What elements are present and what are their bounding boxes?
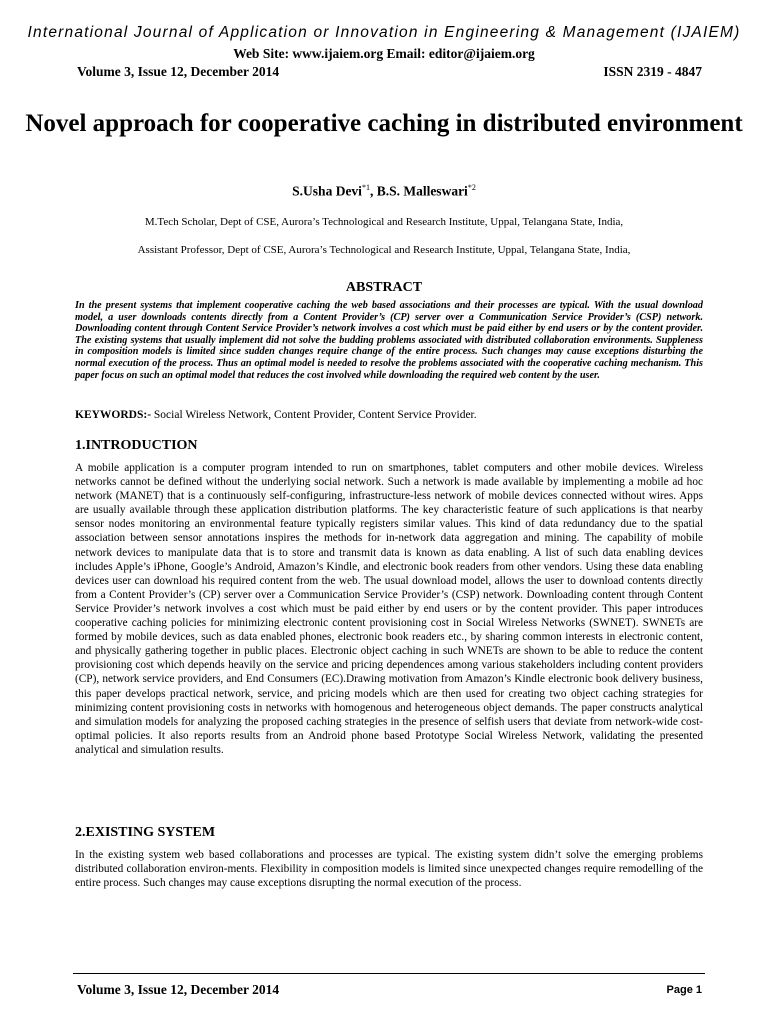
existing-system-text: In the existing system web based collaborations and processes are typical. The existing system didn’t solve the emerging problems distributed collaboration environ-ments. Flexibility in composition models is limited since unexpected changes require remodelling of the entire process. Such changes may cause exceptions disrupting the normal execution of the process. bbox=[75, 849, 703, 890]
affiliation-1: M.Tech Scholar, Dept of CSE, Aurora’s Technological and Research Institute, Uppal, Telangana State, India, bbox=[144, 216, 624, 228]
introduction-text: A mobile application is a computer program intended to run on smartphones, tablet computers and other mobile devices. Wireless networks cannot be defined without the underlying social network. Such a network is made available by implementing a mobile ad hoc network (MANET) that is a continuously self-configuring, infrastructure-less network of mobile devices connected without wires. Apps are usually available through these application distribution platforms. The key characteristic feature of such applications is that nearby sensor nodes monitoring an environmental feature typically registers similar values. This kind of data redundancy due to the spatial association between sensor annotations inspires the methods for in-network data aggregation and mining. The capability of mobile network devices to manipulate data that is to store and transmit data is known as data enabling. A list of such data enabling devices includes Apple’s iPhone, Google’s Android, Amazon’s Kindle, and electronic book readers from other vendors. Using these data enabling devices user can download his required content from the web. The usual download model, allows the user to download contents directly from a Content Provider’s (CP) server over a Communication Service Provider’s (CSP) network. Downloading content through Content Service Provider’s network involves a cost which must be paid either by end users or by the content provider. This paper introduces cooperative caching policies for minimizing electronic content provisioning cost in Social Wireless Networks (SWNET). SWNETs are formed by mobile devices, such as data enabled phones, electronic book readers etc., by sharing common interests in electronic content, and physically gathering together in public places. Electronic object caching in such WNETs are shown to be able to reduce the content provisioning cost which depends heavily on the service and pricing dependences among various stakeholders including content providers (CP), network service providers, and End Consumers (EC).Drawing motivation from Amazon’s Kindle electronic book delivery business, this paper develops practical network, service, and pricing models which are then used for creating two object caching strategies for minimizing content provisioning costs in networks with homogenous and heterogeneous object demands. The paper constructs analytical and simulation models for analyzing the proposed caching strategies in the presence of selfish users that deviate from network-wide cost-optimal policies. It also reports results from an Android phone based Prototype Social Wireless Network, validating the presented analytical and simulation results. bbox=[75, 462, 703, 756]
keywords-text: Social Wireless Network, Content Provider, Content Service Provider. bbox=[151, 409, 477, 421]
author-separator: , bbox=[369, 183, 377, 199]
footer-divider bbox=[73, 973, 705, 974]
introduction-heading: 1.INTRODUCTION bbox=[75, 438, 198, 453]
abstract-text: In the present systems that implement cooperative caching the web based associations and their processes are typical. With the usual download model, a user downloads contents directly from a Content Provider’s (CP) server over a Communication Service Provider’s (CSP) network. Downloading content through Content Service Provider’s network involves a cost which must be paid either by end users or by the content provider. The existing systems that usually implement did not solve the budding problems associated with distributed collaboration environments. Suppleness in composition models is limited since sudden changes require change of the entire process. Such changes may cause exceptions disturbing the normal execution of the process. Thus an optimal model is needed to resolve the problems associated with the cooperative caching mechanism. This paper focus on such an optimal model that reduces the cost involved while downloading the required web content by the user. bbox=[75, 300, 703, 381]
existing-system-heading: 2.EXISTING SYSTEM bbox=[75, 825, 216, 840]
journal-website: Web Site: www.ijaiem.org Email: editor@ijaiem.org bbox=[233, 46, 535, 61]
keywords-label: KEYWORDS:- bbox=[75, 409, 152, 421]
footer-volume: Volume 3, Issue 12, December 2014 bbox=[77, 982, 280, 997]
footer-page-number: Page 1 bbox=[666, 984, 702, 996]
author-2-superscript: *2 bbox=[467, 183, 476, 192]
header-issn: ISSN 2319 - 4847 bbox=[603, 64, 702, 79]
abstract-heading: ABSTRACT bbox=[345, 280, 423, 295]
journal-name: International Journal of Application or Innovation in Engineering & Management (IJAIEM) bbox=[27, 24, 741, 41]
author-1: S.Usha Devi bbox=[292, 183, 362, 199]
author-2: B.S. Malleswari bbox=[376, 183, 468, 199]
affiliation-2: Assistant Professor, Dept of CSE, Aurora’s Technological and Research Institute, Uppal, Telangana State, India, bbox=[137, 244, 631, 256]
paper-title: Novel approach for cooperative caching in distributed environment bbox=[25, 110, 743, 137]
keywords-line bbox=[75, 409, 703, 421]
author-1-superscript: *1 bbox=[361, 183, 370, 192]
header-volume: Volume 3, Issue 12, December 2014 bbox=[77, 64, 280, 79]
author-line bbox=[0, 183, 768, 200]
